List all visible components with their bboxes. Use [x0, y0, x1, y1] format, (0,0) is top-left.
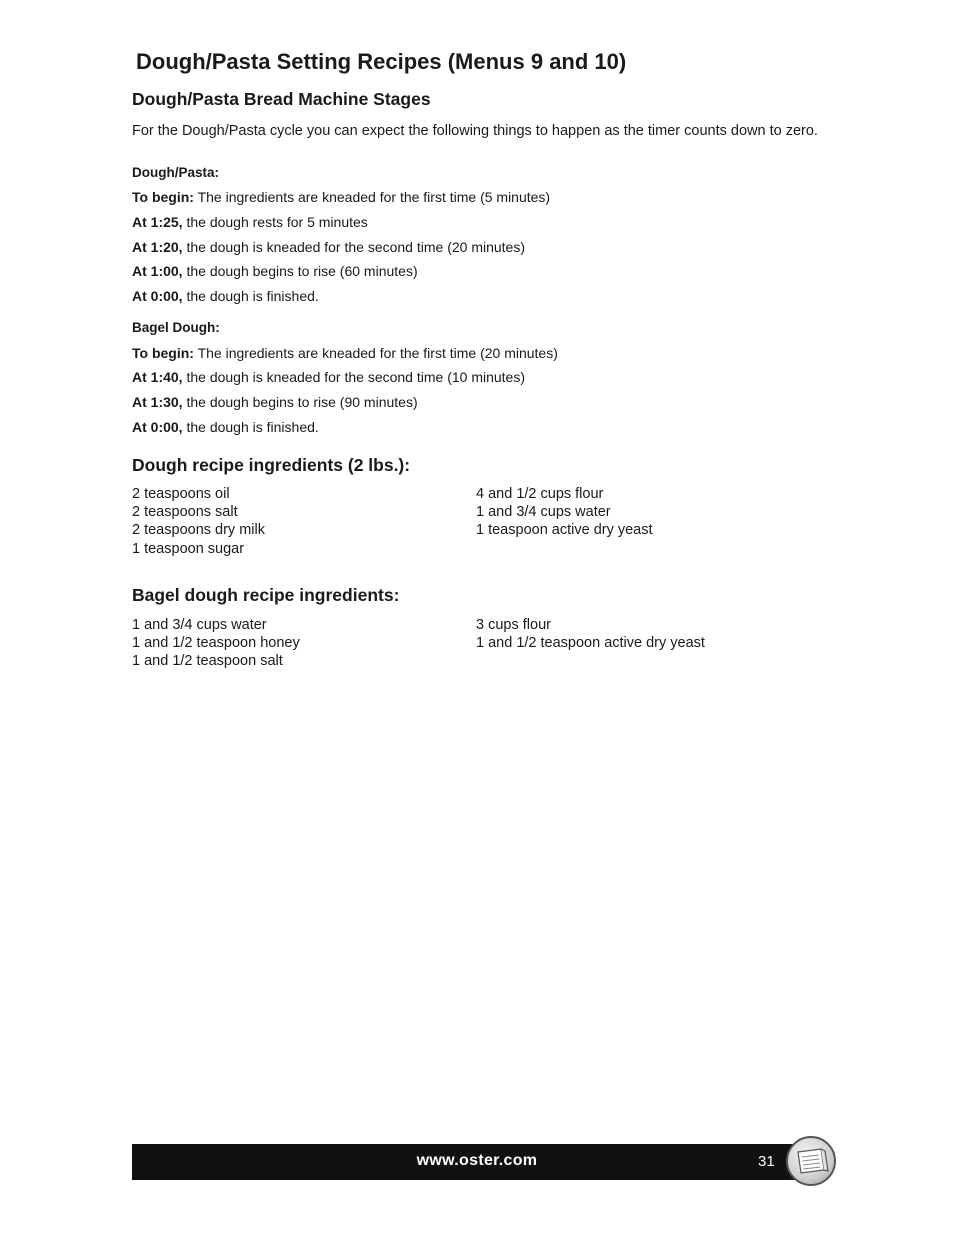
ingredient: 1 teaspoon sugar [132, 540, 245, 557]
stage-label: At 1:00, [132, 263, 183, 279]
stage-text: the dough begins to rise (90 minutes) [182, 394, 418, 410]
stage-label: At 1:40, [132, 369, 183, 385]
stage-text: The ingredients are kneaded for the first time (20 minutes) [193, 345, 558, 361]
footer-bar [132, 1144, 812, 1180]
ingredient: 2 teaspoons salt [132, 504, 238, 521]
bagel-recipe-title: Bagel dough recipe ingredients: [132, 585, 400, 605]
stages-intro: For the Dough/Pasta cycle you can expect the following things to happen as the timer counts down to zero. [132, 123, 818, 139]
stage-text: the dough rests for 5 minutes [182, 214, 368, 230]
bagel-ingredients-left [132, 616, 300, 671]
ingredient: 2 teaspoons dry milk [132, 522, 265, 539]
stage-label: At 1:25, [132, 214, 183, 230]
dough-recipe-title: Dough recipe ingredients (2 lbs.): [132, 455, 411, 475]
ingredient: 4 and 1/2 cups flour [476, 486, 604, 502]
stage-text: the dough begins to rise (60 minutes) [182, 263, 418, 279]
stage-label: At 1:20, [132, 239, 183, 255]
ingredient: 1 and 1/2 teaspoon active dry yeast [476, 635, 705, 652]
ingredient: 3 cups flour [476, 617, 551, 633]
stage-line [132, 263, 418, 279]
stages-title: Dough/Pasta Bread Machine Stages [132, 89, 431, 109]
stage-label: At 0:00, [132, 419, 183, 435]
stage-line [132, 419, 319, 435]
stage-line [132, 345, 558, 361]
ingredient: 1 and 3/4 cups water [476, 504, 611, 521]
dough-pasta-heading: Dough/Pasta: [132, 165, 220, 180]
stage-text: the dough is finished. [182, 288, 319, 304]
dough-ingredients-right [476, 485, 653, 540]
stage-label: At 0:00, [132, 288, 183, 304]
stage-line [132, 189, 550, 205]
ingredient: 2 teaspoons oil [132, 486, 230, 502]
bagel-dough-heading: Bagel Dough: [132, 320, 220, 335]
stage-line [132, 214, 368, 230]
stage-label: At 1:30, [132, 394, 183, 410]
stage-label: To begin: [132, 189, 194, 205]
page-number: 31 [758, 1153, 775, 1170]
stage-text: The ingredients are kneaded for the first time (5 minutes) [193, 189, 551, 205]
stage-text: the dough is kneaded for the second time (20 minutes) [182, 239, 526, 255]
footer-url[interactable]: www.oster.com [416, 1152, 538, 1169]
ingredient: 1 teaspoon active dry yeast [476, 522, 653, 539]
page-title: Dough/Pasta Setting Recipes (Menus 9 and 10) [136, 49, 627, 74]
ingredient: 1 and 1/2 teaspoon salt [132, 653, 283, 670]
dough-ingredients-left [132, 485, 265, 558]
stage-line [132, 288, 319, 304]
ingredient: 1 and 1/2 teaspoon honey [132, 635, 300, 652]
stage-line [132, 394, 418, 410]
stage-label: To begin: [132, 345, 194, 361]
ingredient: 1 and 3/4 cups water [132, 617, 267, 633]
recipe-book-icon [786, 1136, 836, 1186]
stage-line [132, 369, 525, 385]
stage-text: the dough is kneaded for the second time (10 minutes) [182, 369, 526, 385]
bagel-ingredients-right [476, 616, 705, 652]
stage-text: the dough is finished. [182, 419, 319, 435]
stage-line [132, 239, 525, 255]
